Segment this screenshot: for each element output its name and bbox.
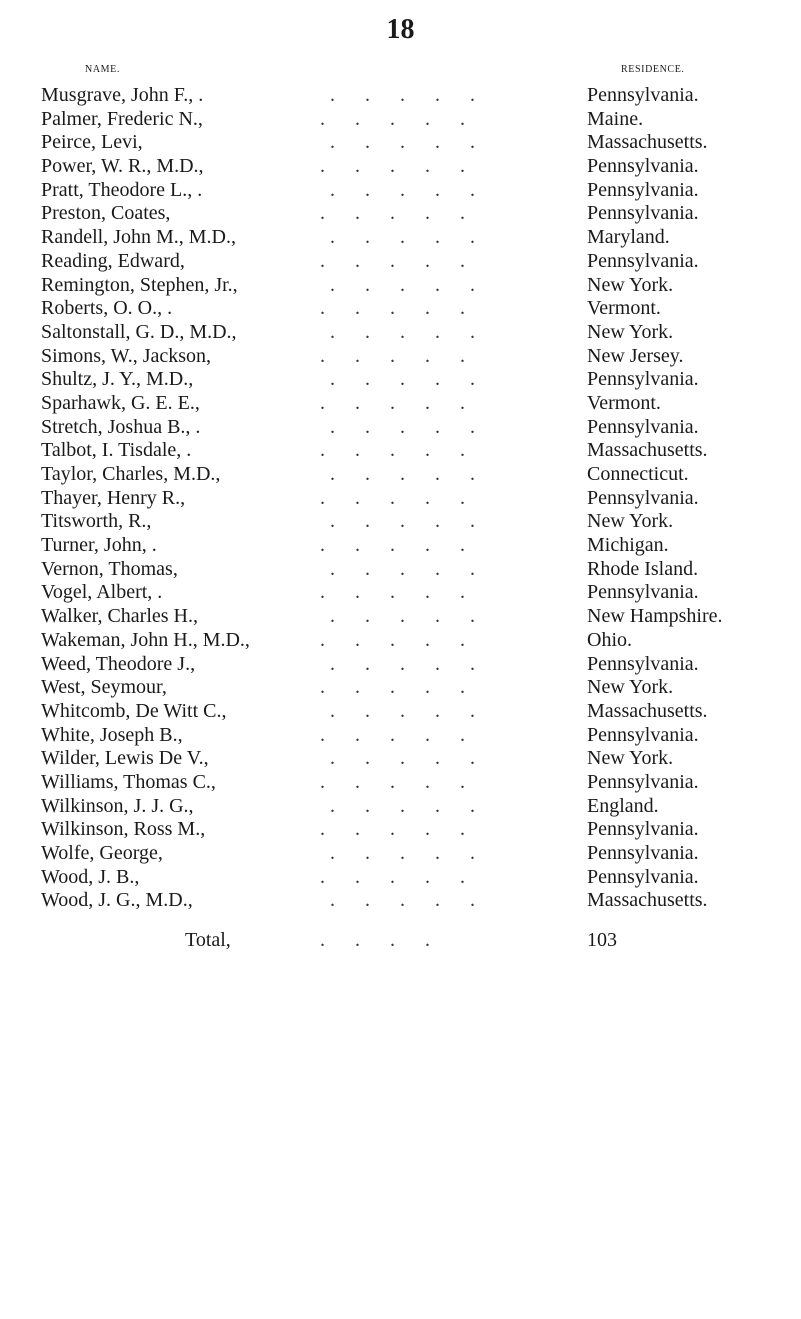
roster-row [0, 676, 801, 700]
member-name: West, Seymour, [41, 676, 167, 699]
leader-dots: . . . . . [320, 202, 465, 225]
member-name: Walker, Charles H., [41, 605, 198, 628]
roster-row [0, 605, 801, 629]
member-residence: Pennsylvania. [587, 178, 699, 201]
member-residence: New Jersey. [587, 344, 684, 367]
member-name: Taylor, Charles, M.D., [41, 463, 221, 485]
member-residence: Rhode Island. [587, 557, 699, 580]
leader-dots: . . . . . [320, 463, 475, 485]
member-name: Titsworth, R., [41, 510, 152, 533]
member-residence: Pennsylvania. [587, 368, 699, 391]
member-residence: Pennsylvania. [587, 155, 699, 178]
member-residence: Pennsylvania. [587, 486, 699, 509]
member-name: Stretch, Joshua B., . [41, 415, 201, 438]
member-name: Talbot, I. Tisdale, . [41, 439, 192, 462]
roster-row [0, 534, 801, 558]
roster-row [0, 510, 801, 534]
member-name: Randell, John M., M.D., [41, 226, 236, 249]
member-residence: Pennsylvania. [587, 818, 699, 841]
member-name: Power, W. R., M.D., [41, 155, 204, 178]
member-residence: New York. [587, 676, 674, 699]
member-name: Roberts, O. O., . [41, 297, 173, 320]
member-residence: Massachusetts. [587, 131, 708, 154]
roster-row [0, 345, 801, 369]
roster-row [0, 108, 801, 132]
roster-row [0, 463, 801, 487]
leader-dots: . . . . . [320, 581, 465, 604]
roster-row [0, 202, 801, 226]
leader-dots: . . . . . [320, 723, 465, 746]
member-name: Reading, Edward, [41, 249, 185, 272]
leader-dots: . . . . . [320, 628, 465, 651]
roster-row [0, 724, 801, 748]
member-name: Wolfe, George, [41, 842, 163, 864]
roster-row [0, 179, 801, 203]
member-residence: Pennsylvania. [587, 842, 699, 864]
leader-dots: . . . . . [320, 699, 475, 722]
roster-row [0, 84, 801, 108]
leader-dots: . . . . . [320, 131, 475, 154]
member-name: Wood, J. G., M.D., [41, 889, 193, 912]
leader-dots: . . . . . [320, 226, 475, 249]
member-name: Thayer, Henry R., [41, 486, 186, 509]
roster-row [0, 250, 801, 274]
member-residence: Massachusetts. [587, 699, 708, 722]
leader-dots: . . . . . [320, 273, 475, 296]
roster-row [0, 700, 801, 724]
leader-dots: . . . . . [320, 84, 475, 106]
member-residence: Maryland. [587, 226, 670, 249]
member-name: Peirce, Levi, [41, 131, 143, 154]
total-leader-dots: . . . . [320, 929, 430, 951]
leader-dots: . . . . . [320, 107, 465, 130]
member-name: Wilkinson, J. J. G., [41, 794, 194, 817]
member-name: Whitcomb, De Witt C., [41, 699, 227, 722]
member-residence: Pennsylvania. [587, 415, 699, 438]
member-name: Wood, J. B., [41, 865, 140, 888]
leader-dots: . . . . . [320, 842, 475, 864]
residence-column-header: RESIDENCE. [621, 64, 685, 75]
leader-dots: . . . . . [320, 770, 465, 793]
roster-list [0, 84, 801, 913]
leader-dots: . . . . . [320, 439, 465, 462]
member-name: Vernon, Thomas, [41, 557, 178, 580]
leader-dots: . . . . . [320, 415, 475, 438]
leader-dots: . . . . . [320, 297, 465, 320]
total-value: 103 [587, 929, 617, 951]
leader-dots: . . . . . [320, 534, 465, 557]
roster-row [0, 818, 801, 842]
member-residence: Vermont. [587, 297, 661, 320]
roster-row [0, 747, 801, 771]
roster-row [0, 581, 801, 605]
member-residence: New York. [587, 320, 674, 343]
leader-dots: . . . . . [320, 344, 465, 367]
roster-row [0, 439, 801, 463]
leader-dots: . . . . . [320, 794, 475, 817]
member-name: White, Joseph B., [41, 723, 183, 746]
member-name: Saltonstall, G. D., M.D., [41, 320, 237, 343]
member-name: Sparhawk, G. E. E., [41, 391, 200, 414]
leader-dots: . . . . . [320, 865, 465, 888]
roster-row [0, 274, 801, 298]
leader-dots: . . . . . [320, 747, 475, 770]
roster-row [0, 653, 801, 677]
leader-dots: . . . . . [320, 676, 465, 699]
member-residence: New York. [587, 510, 674, 533]
member-residence: Connecticut. [587, 463, 689, 485]
roster-row [0, 629, 801, 653]
roster-row [0, 487, 801, 511]
member-name: Pratt, Theodore L., . [41, 178, 203, 201]
member-name: Remington, Stephen, Jr., [41, 273, 238, 296]
member-residence: New York. [587, 273, 674, 296]
member-residence: Ohio. [587, 628, 632, 651]
leader-dots: . . . . . [320, 652, 475, 675]
leader-dots: . . . . . [320, 249, 465, 272]
member-residence: Massachusetts. [587, 889, 708, 912]
roster-row [0, 416, 801, 440]
roster-row [0, 297, 801, 321]
member-name: Wakeman, John H., M.D., [41, 628, 250, 651]
member-residence: England. [587, 794, 659, 817]
leader-dots: . . . . . [320, 320, 475, 343]
leader-dots: . . . . . [320, 178, 475, 201]
roster-row [0, 131, 801, 155]
member-residence: Pennsylvania. [587, 723, 699, 746]
member-residence: Pennsylvania. [587, 249, 699, 272]
member-residence: Pennsylvania. [587, 581, 699, 604]
member-residence: Vermont. [587, 391, 661, 414]
roster-row [0, 155, 801, 179]
leader-dots: . . . . . [320, 510, 475, 533]
member-residence: New York. [587, 747, 674, 770]
leader-dots: . . . . . [320, 155, 465, 178]
leader-dots: . . . . . [320, 486, 465, 509]
member-name: Musgrave, John F., . [41, 84, 204, 106]
member-name: Shultz, J. Y., M.D., [41, 368, 194, 391]
member-name: Weed, Theodore J., [41, 652, 196, 675]
roster-row [0, 842, 801, 866]
roster-row [0, 392, 801, 416]
roster-row [0, 558, 801, 582]
member-name: Wilkinson, Ross M., [41, 818, 206, 841]
member-residence: Pennsylvania. [587, 202, 699, 225]
leader-dots: . . . . . [320, 391, 465, 414]
member-residence: Pennsylvania. [587, 865, 699, 888]
roster-row [0, 771, 801, 795]
member-name: Simons, W., Jackson, [41, 344, 212, 367]
member-name: Vogel, Albert, . [41, 581, 163, 604]
leader-dots: . . . . . [320, 368, 475, 391]
member-residence: Pennsylvania. [587, 770, 699, 793]
member-residence: New Hampshire. [587, 605, 723, 628]
member-name: Williams, Thomas C., [41, 770, 216, 793]
leader-dots: . . . . . [320, 557, 475, 580]
name-column-header: NAME. [85, 64, 120, 75]
roster-row [0, 368, 801, 392]
page-number: 18 [386, 14, 415, 45]
roster-row [0, 321, 801, 345]
member-name: Turner, John, . [41, 534, 157, 557]
member-name: Preston, Coates, [41, 202, 171, 225]
member-name: Wilder, Lewis De V., [41, 747, 209, 770]
leader-dots: . . . . . [320, 818, 465, 841]
leader-dots: . . . . . [320, 605, 475, 628]
roster-row [0, 889, 801, 913]
total-label: Total, [185, 929, 231, 951]
roster-row [0, 226, 801, 250]
member-residence: Michigan. [587, 534, 669, 557]
leader-dots: . . . . . [320, 889, 475, 912]
member-residence: Maine. [587, 107, 644, 130]
member-residence: Pennsylvania. [587, 84, 699, 106]
member-name: Palmer, Frederic N., [41, 107, 203, 130]
roster-row [0, 866, 801, 890]
member-residence: Massachusetts. [587, 439, 708, 462]
roster-row [0, 795, 801, 819]
member-residence: Pennsylvania. [587, 652, 699, 675]
